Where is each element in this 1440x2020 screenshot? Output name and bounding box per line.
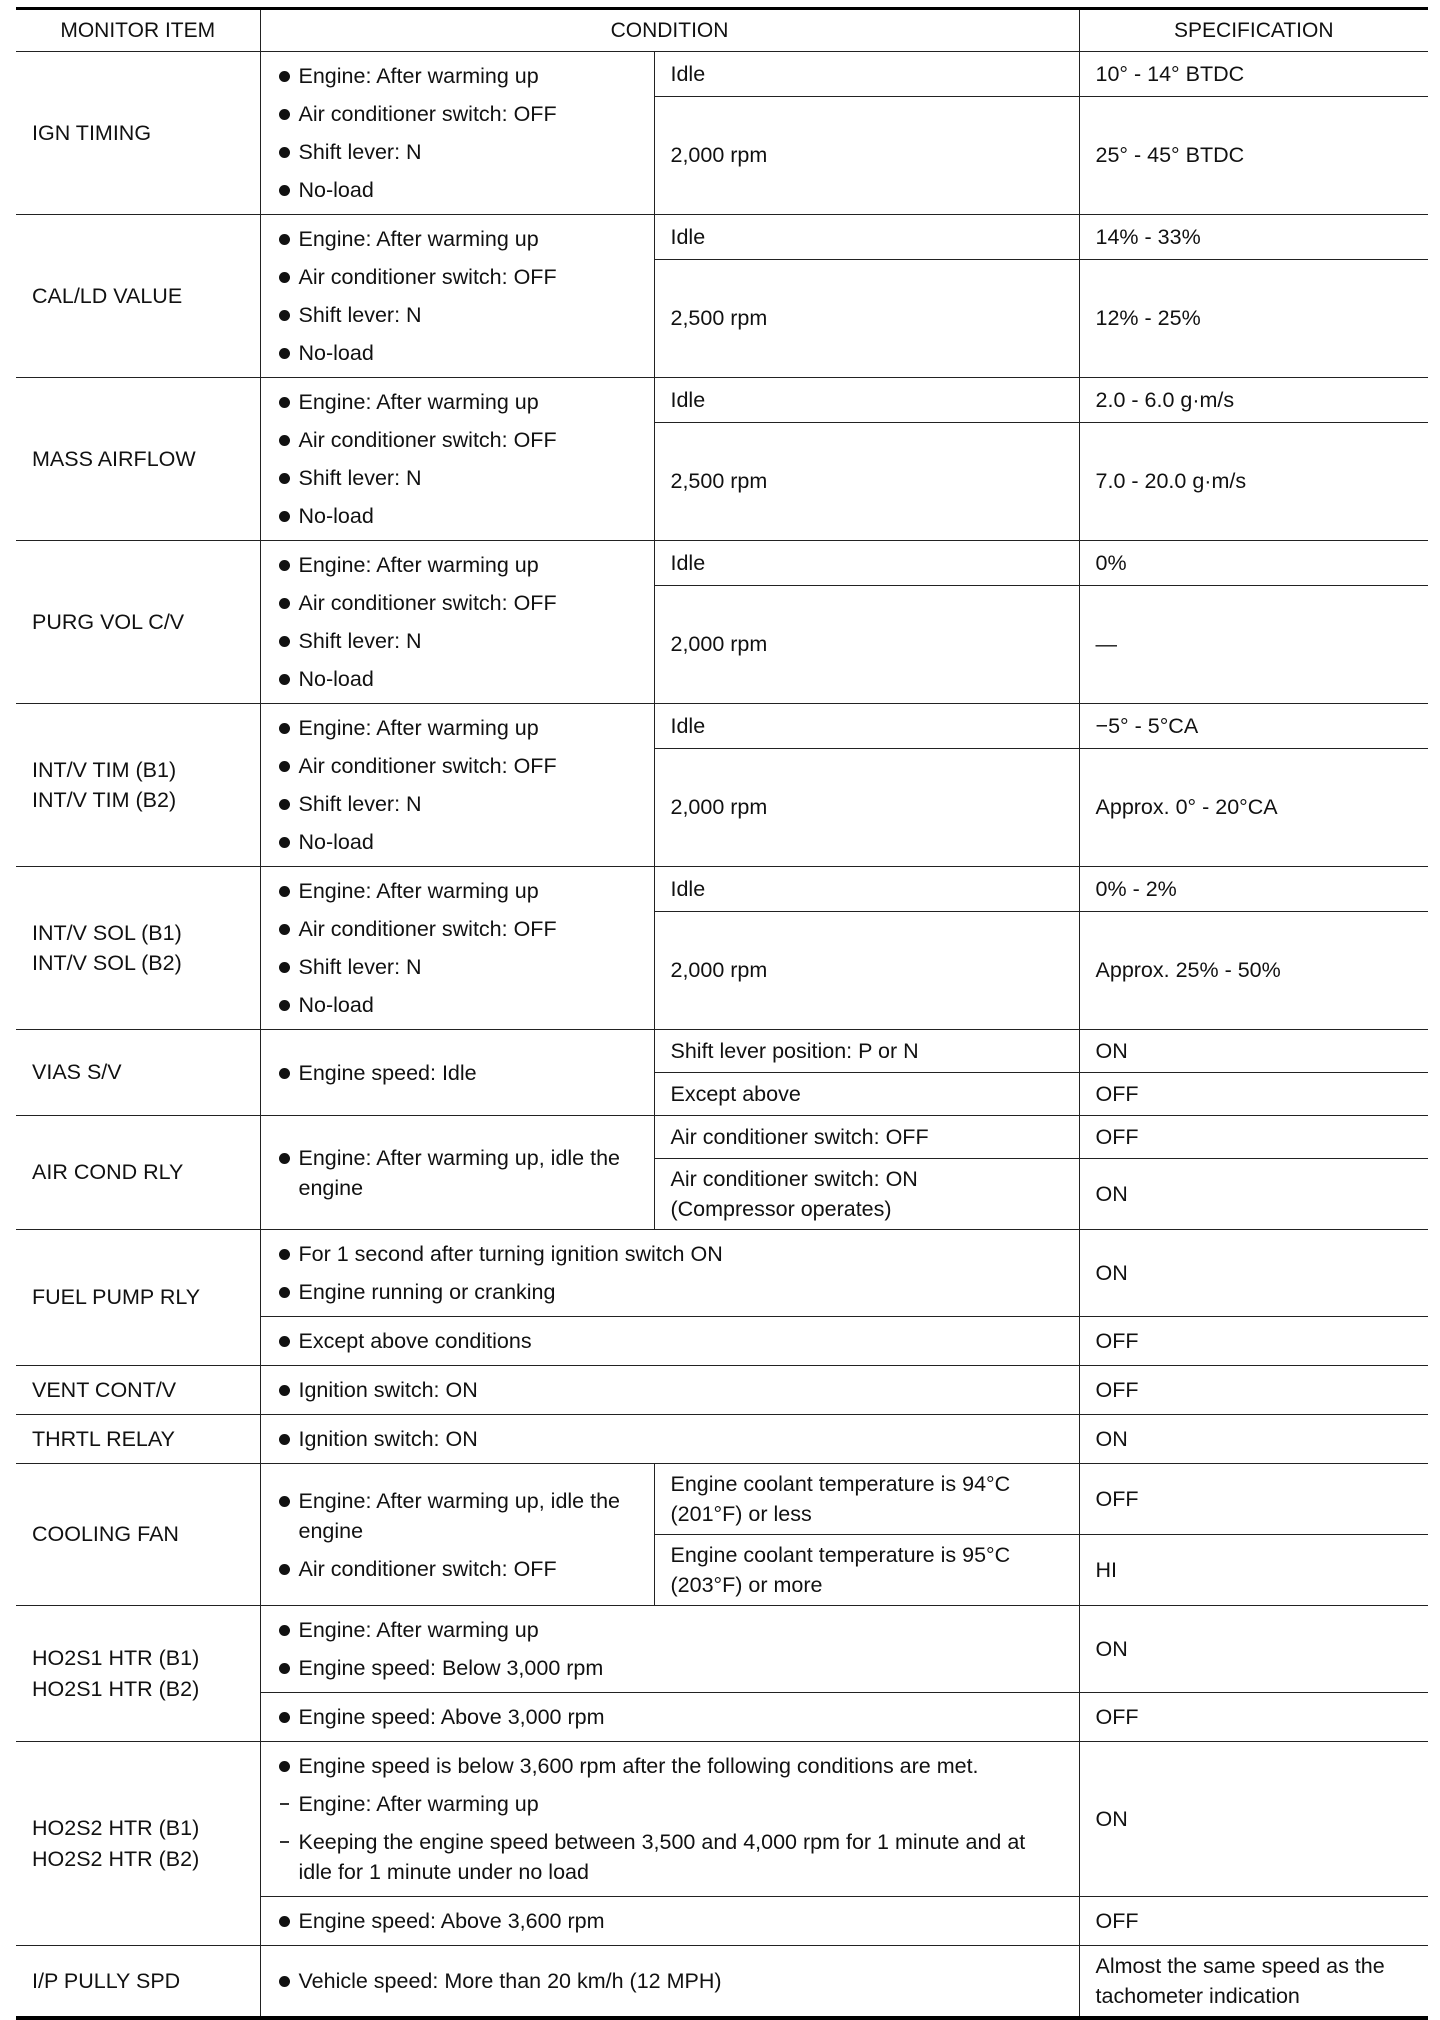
spec-value: OFF xyxy=(1079,1693,1428,1742)
sub-condition: Idle xyxy=(654,541,1079,586)
spec-value: OFF xyxy=(1079,1464,1428,1535)
spec-value: 12% - 25% xyxy=(1079,259,1428,377)
table-row xyxy=(16,1116,1428,1159)
monitor-item-thrtl-relay: THRTL RELAY xyxy=(16,1415,260,1464)
condition-bullet: No-load xyxy=(277,334,640,372)
condition-bullet: Engine: After warming up xyxy=(277,546,640,584)
sub-condition: Air conditioner switch: OFF xyxy=(654,1116,1079,1159)
spec-value: OFF xyxy=(1079,1366,1428,1415)
table-row xyxy=(16,215,1428,260)
spec-value: 7.0 - 20.0 g·m/s xyxy=(1079,422,1428,540)
table-row xyxy=(16,1415,1428,1464)
table-row xyxy=(16,1606,1428,1693)
spec-table-container xyxy=(16,7,1428,2020)
condition-bullet: Engine: After warming up xyxy=(277,220,640,258)
item-line: INT/V TIM (B1) xyxy=(32,757,177,782)
table-row xyxy=(16,1230,1428,1317)
monitor-item-ign-timing: IGN TIMING xyxy=(16,52,260,215)
condition-bullet: Engine speed: Above 3,600 rpm xyxy=(277,1902,1065,1940)
monitor-item-intv-tim xyxy=(16,704,260,867)
sub-condition: Idle xyxy=(654,378,1079,423)
condition-bullet: Air conditioner switch: OFF xyxy=(277,910,640,948)
condition-bullet: Engine: After warming up xyxy=(277,872,640,910)
condition-bullet: Except above conditions xyxy=(277,1322,1065,1360)
spec-value: — xyxy=(1079,585,1428,703)
table-row xyxy=(16,867,1428,912)
spec-value: ON xyxy=(1079,1415,1428,1464)
condition-bullet: Engine speed: Below 3,000 rpm xyxy=(277,1649,1065,1687)
monitor-item-ho2s2-htr xyxy=(16,1742,260,1946)
condition-cell xyxy=(260,541,654,704)
header-specification: SPECIFICATION xyxy=(1079,9,1428,52)
sub-condition: 2,500 rpm xyxy=(654,422,1079,540)
condition-cell xyxy=(260,1030,654,1116)
condition-bullet: Shift lever: N xyxy=(277,459,640,497)
header-condition: CONDITION xyxy=(260,9,1079,52)
table-row xyxy=(16,52,1428,97)
item-line: INT/V TIM (B2) xyxy=(32,788,177,812)
condition-cell xyxy=(260,1897,1079,1946)
table-row xyxy=(16,1366,1428,1415)
spec-value: HI xyxy=(1079,1535,1428,1606)
sub-condition: 2,000 rpm xyxy=(654,96,1079,214)
table-row xyxy=(16,1742,1428,1897)
sub-condition: 2,000 rpm xyxy=(654,748,1079,866)
condition-cell xyxy=(260,1317,1079,1366)
sub-condition-line: (201°F) or less xyxy=(670,1502,812,1526)
table-row xyxy=(16,704,1428,749)
header-monitor-item: MONITOR ITEM xyxy=(16,9,260,52)
spec-line: tachometer indication xyxy=(1095,1984,1300,2008)
condition-cell xyxy=(260,1693,1079,1742)
monitor-item-cooling-fan: COOLING FAN xyxy=(16,1464,260,1606)
sub-condition-line: (203°F) or more xyxy=(670,1573,823,1597)
sub-condition-line: (Compressor operates) xyxy=(670,1197,892,1221)
condition-cell xyxy=(260,1464,654,1606)
spec-value: ON xyxy=(1079,1159,1428,1230)
condition-bullet: Shift lever: N xyxy=(277,133,640,171)
condition-cell xyxy=(260,1230,1079,1317)
table-row xyxy=(16,1946,1428,2019)
sub-condition-line: Engine coolant temperature is 95°C xyxy=(670,1543,1011,1567)
monitor-item-vent-cont-v: VENT CONT/V xyxy=(16,1366,260,1415)
spec-value: ON xyxy=(1079,1742,1428,1897)
sub-condition xyxy=(654,1535,1079,1606)
condition-cell xyxy=(260,1116,654,1230)
condition-bullet: For 1 second after turning ignition switch ON xyxy=(277,1235,1065,1273)
sub-condition: Idle xyxy=(654,704,1079,749)
condition-bullet: Air conditioner switch: OFF xyxy=(277,747,640,785)
spec-value: −5° - 5°CA xyxy=(1079,704,1428,749)
monitor-item-fuel-pump-rly: FUEL PUMP RLY xyxy=(16,1230,260,1366)
table-row xyxy=(16,1464,1428,1535)
condition-bullet: Ignition switch: ON xyxy=(277,1371,1065,1409)
condition-bullet: Shift lever: N xyxy=(277,622,640,660)
condition-bullet: No-load xyxy=(277,171,640,209)
item-line: INT/V SOL (B2) xyxy=(32,951,182,975)
header-row xyxy=(16,9,1428,52)
condition-bullet: No-load xyxy=(277,986,640,1024)
condition-bullet: Ignition switch: ON xyxy=(277,1420,1065,1458)
condition-dash-item: Keeping the engine speed between 3,500 and 4,000 rpm for 1 minute and at idle for 1 minute under no load xyxy=(277,1823,1065,1891)
spec-value: 0% - 2% xyxy=(1079,867,1428,912)
condition-cell xyxy=(260,1742,1079,1897)
spec-value: Approx. 0° - 20°CA xyxy=(1079,748,1428,866)
condition-bullet: No-load xyxy=(277,497,640,535)
condition-bullet: Air conditioner switch: OFF xyxy=(277,258,640,296)
condition-cell xyxy=(260,1415,1079,1464)
sub-condition: Shift lever position: P or N xyxy=(654,1030,1079,1073)
monitor-item-air-cond-rly: AIR COND RLY xyxy=(16,1116,260,1230)
condition-bullet: Engine: After warming up xyxy=(277,709,640,747)
condition-dash-item: Engine: After warming up xyxy=(277,1785,1065,1823)
item-line: HO2S2 HTR (B1) xyxy=(32,1816,200,1841)
table-row xyxy=(16,1030,1428,1073)
condition-bullet: Air conditioner switch: OFF xyxy=(277,1550,640,1588)
sub-condition: Idle xyxy=(654,867,1079,912)
condition-cell xyxy=(260,378,654,541)
condition-bullet: Engine: After warming up xyxy=(277,57,640,95)
condition-bullet: Shift lever: N xyxy=(277,785,640,823)
spec-value: ON xyxy=(1079,1030,1428,1073)
condition-bullet: Engine speed: Idle xyxy=(277,1054,640,1092)
sub-condition: 2,500 rpm xyxy=(654,259,1079,377)
spec-value: ON xyxy=(1079,1606,1428,1693)
condition-bullet: Engine: After warming up, idle the engine xyxy=(277,1139,640,1207)
condition-bullet: Shift lever: N xyxy=(277,948,640,986)
condition-bullet: Engine speed: Above 3,000 rpm xyxy=(277,1698,1065,1736)
condition-cell xyxy=(260,704,654,867)
condition-cell xyxy=(260,215,654,378)
item-line: HO2S1 HTR (B2) xyxy=(32,1676,200,1701)
condition-cell xyxy=(260,52,654,215)
spec-value: 0% xyxy=(1079,541,1428,586)
monitor-item-ho2s1-htr xyxy=(16,1606,260,1742)
monitor-item-ip-pully-spd: I/P PULLY SPD xyxy=(16,1946,260,2019)
condition-bullet: Shift lever: N xyxy=(277,296,640,334)
sub-condition xyxy=(654,1159,1079,1230)
monitor-item-intv-sol xyxy=(16,867,260,1030)
spec-value: OFF xyxy=(1079,1317,1428,1366)
table-row xyxy=(16,541,1428,586)
spec-line: Almost the same speed as the xyxy=(1095,1954,1385,1978)
spec-value: 25° - 45° BTDC xyxy=(1079,96,1428,214)
spec-value: OFF xyxy=(1079,1116,1428,1159)
sub-condition: 2,000 rpm xyxy=(654,585,1079,703)
item-line: INT/V SOL (B1) xyxy=(32,920,182,945)
monitor-spec-table xyxy=(16,7,1428,2020)
spec-value: ON xyxy=(1079,1230,1428,1317)
monitor-item-cal-ld-value: CAL/LD VALUE xyxy=(16,215,260,378)
condition-cell xyxy=(260,1946,1079,2019)
spec-value: 2.0 - 6.0 g·m/s xyxy=(1079,378,1428,423)
monitor-item-mass-airflow: MASS AIRFLOW xyxy=(16,378,260,541)
condition-bullet: Air conditioner switch: OFF xyxy=(277,584,640,622)
condition-bullet: Air conditioner switch: OFF xyxy=(277,95,640,133)
sub-condition-line: Air conditioner switch: ON xyxy=(670,1167,918,1191)
condition-bullet: Engine: After warming up xyxy=(277,383,640,421)
monitor-item-vias-sv: VIAS S/V xyxy=(16,1030,260,1116)
condition-bullet: Engine running or cranking xyxy=(277,1273,1065,1311)
monitor-item-purg-vol-cv: PURG VOL C/V xyxy=(16,541,260,704)
condition-bullet: Air conditioner switch: OFF xyxy=(277,421,640,459)
condition-cell xyxy=(260,1366,1079,1415)
item-line: HO2S1 HTR (B1) xyxy=(32,1646,200,1671)
spec-value: OFF xyxy=(1079,1897,1428,1946)
spec-value: Approx. 25% - 50% xyxy=(1079,911,1428,1029)
sub-condition-line: Engine coolant temperature is 94°C xyxy=(670,1472,1011,1496)
condition-bullet: Engine: After warming up xyxy=(277,1611,1065,1649)
condition-cell xyxy=(260,867,654,1030)
condition-bullet: Engine speed is below 3,600 rpm after the following conditions are met. xyxy=(277,1747,1065,1785)
spec-value xyxy=(1079,1946,1428,2019)
spec-value: 10° - 14° BTDC xyxy=(1079,52,1428,97)
sub-condition xyxy=(654,1464,1079,1535)
sub-condition: Idle xyxy=(654,52,1079,97)
spec-value: OFF xyxy=(1079,1073,1428,1116)
condition-bullet: Vehicle speed: More than 20 km/h (12 MPH) xyxy=(277,1962,1065,2000)
sub-condition: Except above xyxy=(654,1073,1079,1116)
sub-condition: 2,000 rpm xyxy=(654,911,1079,1029)
spec-value: 14% - 33% xyxy=(1079,215,1428,260)
sub-condition: Idle xyxy=(654,215,1079,260)
item-line: HO2S2 HTR (B2) xyxy=(32,1846,200,1871)
condition-bullet: No-load xyxy=(277,660,640,698)
condition-bullet: Engine: After warming up, idle the engine xyxy=(277,1482,640,1550)
condition-cell xyxy=(260,1606,1079,1693)
table-row xyxy=(16,378,1428,423)
condition-bullet: No-load xyxy=(277,823,640,861)
